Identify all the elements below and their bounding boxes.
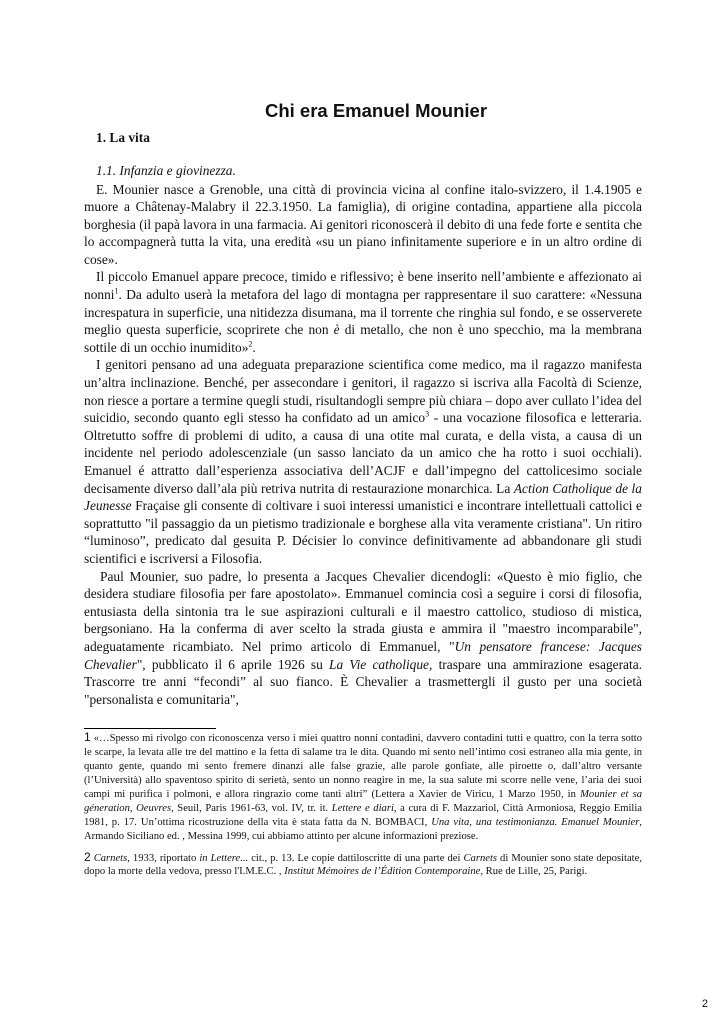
footnote-ref-1[interactable]: 1 — [114, 286, 119, 296]
emphasis: Action Catholique de la Jeunesse — [84, 480, 642, 514]
text-run: , Armando Siciliano ed. , Messina 1999, cui abbiamo attinto per alcune informazioni preziose. — [84, 816, 642, 842]
text-run: di Mounier sono state depositate, dopo la morte della vedova, presso l'I.M.E.C. , — [84, 852, 642, 878]
emphasis: Oeuvres — [136, 802, 172, 814]
emphasis: Carnets — [463, 852, 498, 864]
emphasis: Un pensatore francese: Jacques Chevalier — [84, 638, 643, 672]
text-run: Fraçaise gli consente di coltivare i suoi interessi umanistici e incontrare intellettuali cattolici e soprattutto "il passaggio da un pietismo tradizionale e borghese alla vita veramente cristiana". Un ritiro “luminoso”, predicato dal gesuita P. Décisier lo convince definitivamente ad abbandonare gli studi scientifici e iscriversi a Filosofia. — [84, 498, 642, 566]
emphasis: Una vita, una testimonianza. Emanuel Mounier — [431, 816, 640, 828]
paragraph-3 — [84, 356, 642, 567]
body-text — [84, 181, 642, 709]
text-run: traspare una ammirazione esagerata. Trascorre tre anni “fecondi” al suo fianco. È Chevalier a trasmettergli il gusto per una società "personalista e comunitaria", — [84, 656, 642, 707]
footnote-number: 2 — [84, 849, 91, 864]
footnote-separator — [84, 728, 216, 729]
section-heading: 1. La vita — [96, 130, 150, 145]
footnote-ref-3[interactable]: 3 — [425, 409, 430, 419]
emphasis: è — [333, 322, 340, 338]
paragraph-4 — [84, 568, 642, 709]
text-run: , Seuil, Paris 1961-63, vol. IV, tr. it. — [171, 802, 332, 814]
text-run: Paul Mounier, suo padre, lo presenta a Jacques Chevalier dicendogli: «Questo è mio figlio, che desidera studiare filosofia per fare apostolato». Emmanuel comincia così a seguire i corsi di filosofia, entusiasta della sintonia tra le sue aspirazioni culturali e il maestro cattolico, studioso di mistica, bergsoniano. Ha la conferma di aver scelto la strada giusta e ammira il "maestro incomparabile", adeguatamente ricambiato. Nel primo articolo di Emmanuel, " — [84, 568, 642, 654]
text-run: Rue de Lille, 25, Parigi. — [483, 866, 588, 878]
paragraph-2 — [84, 268, 642, 356]
footnote-1 — [84, 731, 642, 843]
text-run: ", pubblicato il 6 aprile 1926 su — [136, 656, 330, 672]
footnote-ref-2[interactable]: 2 — [248, 339, 253, 349]
emphasis: Lettere e diari — [331, 802, 394, 814]
text-run: Il piccolo Emanuel appare precoce, timido e riflessivo; è bene inserito nell’ambiente e affezionato ai nonni — [84, 269, 642, 303]
text-run: I genitori pensano ad una adeguata preparazione scientifica come medico, ma il ragazzo manifesta un’altra inclinazione. Benché, per assecondare i genitori, il ragazzo si iscriva alla Facoltà di Scienze, non riesce a portare a termine quegli studi, risultandogli sempre più chiara – dopo aver cullato l’idea del suicidio, secondo quanto egli stesso ha confidato ad un amico — [84, 357, 642, 426]
emphasis: Mounier et sa géneration — [84, 788, 642, 814]
emphasis: Carnets, — [93, 852, 130, 864]
page-number: 2 — [701, 998, 708, 1010]
text-run: «…Spesso mi rivolgo con riconoscenza verso i miei quattro nonni contadini, davvero contadini tutti e quattro, con la terra sotto le scarpe, la levata alle tre del mattino e la fetta di salame tra le dita. Quando mi sento nell’intimo così estraneo alla mia gente, in quanto gente, quando mi sento fremere dinanzi alle false grazie, alle parole gonfiate, alle piroette o, dall’altro versante (l’Università) allo spaventoso spirito di serietà, sento un nonno reagire in me, la sua salute mi scorre nelle vene, l’aria dei suoi campi mi purifica i polmoni, e allora ringrazio come tanti altri” (Lettera a Xavier de Viricu, 1 Marzo 1950, in — [84, 733, 642, 800]
text-run: , a cura di F. Mazzariol, Città Armoniosa, Reggio Emilia 1981, p. 17. Un’ottima ricostruzione della vita è stata fatta da N. BOMBACI, — [84, 802, 642, 828]
page-title: Chi era Emanuel Mounier — [264, 100, 488, 121]
subsection-heading: 1.1. Infanzia e giovinezza. — [96, 163, 236, 178]
footnote-number: 1 — [84, 730, 91, 745]
text-run: , — [129, 802, 137, 814]
text-run: . Da adulto userà la metafora del lago di montagna per rappresentare il suo carattere: «Nessuna increspatura in superficie, una nitidezza disumana, ma il torrente che ringhia sul fondo, e se osserverete meglio questa superficie, scoprirete che non — [84, 287, 642, 338]
paragraph-1: E. Mounier nasce a Grenoble, una città di provincia vicina al confine italo-svizzero, il 1.4.1905 e muore a Châtenay-Malabry il 22.3.1950. La famiglia), di origine contadina, appartiene alla piccola borghesia (il papà lavora in una farmacia. Ai genitori riconoscerà il debito di una fede forte e sentita che lo accompagnerà tutta la vita, una eredità «su un piano infinitamente superiore e in un altro ordine di cose». — [84, 181, 642, 267]
text-run: cit., p. 13. Le copie dattiloscritte di una parte dei — [248, 852, 464, 864]
text-run: di metallo, che non è uno specchio, ma la membrana sottile di un occhio inumidito» — [84, 322, 642, 355]
page-content — [84, 100, 642, 886]
text-run: - una vocazione filosofica e letteraria. Oltretutto soffre di problemi di udito, a causa di una otite mal curata, e della vista, a causa di un incidente nel periodo adolescenziale (un sasso lanciato da un amico che ha rotto i suoi occhiali). Emanuel é attratto dall’esperienza associativa dell’ACJF e dall’impegno del cattolicesimo sociale decisamente diverso dall’ala più retriva nutrita di restaurazione monarchica. La — [84, 410, 642, 496]
emphasis: in Lettere... — [199, 852, 249, 864]
emphasis: Institut Mémoires de l’Édition Contemporaine, — [284, 866, 484, 878]
footnote-2 — [84, 851, 642, 880]
emphasis: La Vie catholique, — [329, 656, 433, 672]
text-run: . — [252, 339, 256, 355]
text-run: 1933, riportato — [129, 852, 200, 864]
